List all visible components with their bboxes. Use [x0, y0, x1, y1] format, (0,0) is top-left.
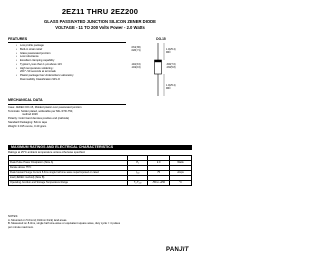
- features-divider: [8, 42, 126, 43]
- feature-item: • Excellent clamping capability: [16, 59, 55, 62]
- feature-item: 260 ° /10 seconds at terminals: [20, 70, 56, 74]
- voltage-power-line: VOLTAGE - 11 TO 200 Volts Power - 2.0 Watts: [55, 25, 145, 30]
- dim-body: .300(7.6): [166, 63, 176, 66]
- dim-lead: .034(.86): [131, 46, 141, 49]
- package-label: DO-15: [156, 37, 166, 41]
- dim-top-min: MIN: [166, 51, 171, 54]
- feature-item: • Plastic package has Underwriters Laboratory: [16, 74, 74, 77]
- cell-unit: °C: [170, 181, 192, 186]
- page-subtitle: GLASS PASSIVATED JUNCTION SILICON ZENER DIODE: [44, 19, 156, 24]
- dim-bottom: 1.0(25.4): [166, 84, 176, 87]
- package-outline-diagram: [130, 36, 192, 100]
- dim-diameter: .140(3.6): [131, 63, 141, 66]
- mechanical-line: Weight: 0.015 ounce, 0.40 gram: [8, 124, 47, 128]
- cell-parameter: Peak Pulse Power Dissipation (Note A): [9, 161, 128, 166]
- cathode-band: [155, 60, 162, 62]
- note-line: A. Mounted on 5.0mm²(.013mm thick) land areas.: [8, 218, 68, 222]
- mechanical-line: Case: JEDEC DO-15, Molded plastic over passivated junction: [8, 106, 82, 109]
- feature-item: • Low profile package: [16, 44, 44, 47]
- mechanical-line: Polarity: Color band denotes positive end (cathode): [8, 117, 70, 121]
- feature-item: • Glass passivated junction: [16, 51, 51, 55]
- note-line: per minute maximum.: [8, 225, 34, 229]
- feature-item: • Built-in strain relief: [16, 47, 43, 51]
- cell-parameter: Operating Junction and Storage Temperature Range: [9, 181, 128, 186]
- feature-item: • Typical I₂ less than 1 µA above 11V: [16, 62, 62, 66]
- notes-section: [8, 215, 120, 229]
- page-title: 2EZ11 THRU 2EZ200: [61, 7, 139, 16]
- cell-symbol: I₂₂₂: [128, 171, 148, 176]
- ratings-heading: MAXIMUM RATINGS AND ELECTRICAL CHARACTERISTICS: [8, 145, 192, 150]
- ratings-table: [8, 155, 192, 186]
- dim-body-2: .230(5.8): [166, 66, 176, 69]
- cell-symbol: T₂,T₂₂₂: [128, 181, 148, 186]
- table-row: [9, 181, 192, 186]
- brand-logo: PANJIT: [166, 247, 189, 253]
- cell-parameter: load (JEDEC method) (Note B): [9, 176, 128, 181]
- mechanical-line: Terminals: Solder plated, solderable per MIL-STD-750,: [8, 109, 73, 113]
- notes-heading: NOTES:: [8, 215, 19, 218]
- features-heading: FEATURES: [8, 37, 28, 41]
- feature-item: • Low inductance: [16, 55, 39, 59]
- cell-symbol: P₂: [128, 161, 148, 166]
- cell-parameter: Peak forward Surge Current 8.3ms single half sine-wave superimposed on rated: [9, 171, 128, 176]
- note-line: B. Measured on 8.3ms, single half sine-wave or equivalent square wave, duty cycle = 4 pulses: [8, 222, 121, 226]
- feature-item: Flammability Classification 94V-O: [20, 77, 61, 81]
- ratings-note: Ratings at 25°C ambient temperature unless otherwise specified.: [8, 151, 86, 154]
- cell-value: 75: [148, 171, 170, 176]
- mechanical-line: method 2026: [22, 113, 38, 117]
- mechanical-heading: MECHANICAL DATA: [8, 98, 43, 102]
- cell-value: 2.0: [148, 161, 170, 166]
- dim-bottom-min: MIN: [166, 87, 171, 90]
- mechanical-data: [8, 106, 128, 128]
- cell-unit: Amps: [170, 171, 192, 176]
- feature-item: • High temperature soldering :: [16, 66, 54, 70]
- cell-unit: Watts: [170, 161, 192, 166]
- mechanical-line: Standard Packaging: 52mm tape: [8, 120, 48, 124]
- mechanical-divider: [8, 104, 126, 105]
- cell-parameter: Derate above 75°C: [9, 166, 128, 171]
- dim-diameter-2: .104(2.6): [131, 66, 141, 69]
- cell-value: -55 to +150: [148, 181, 170, 186]
- dim-lead-2: .028(.71): [131, 49, 141, 52]
- dim-top: 1.0(25.4): [166, 48, 176, 51]
- features-list: [16, 44, 124, 82]
